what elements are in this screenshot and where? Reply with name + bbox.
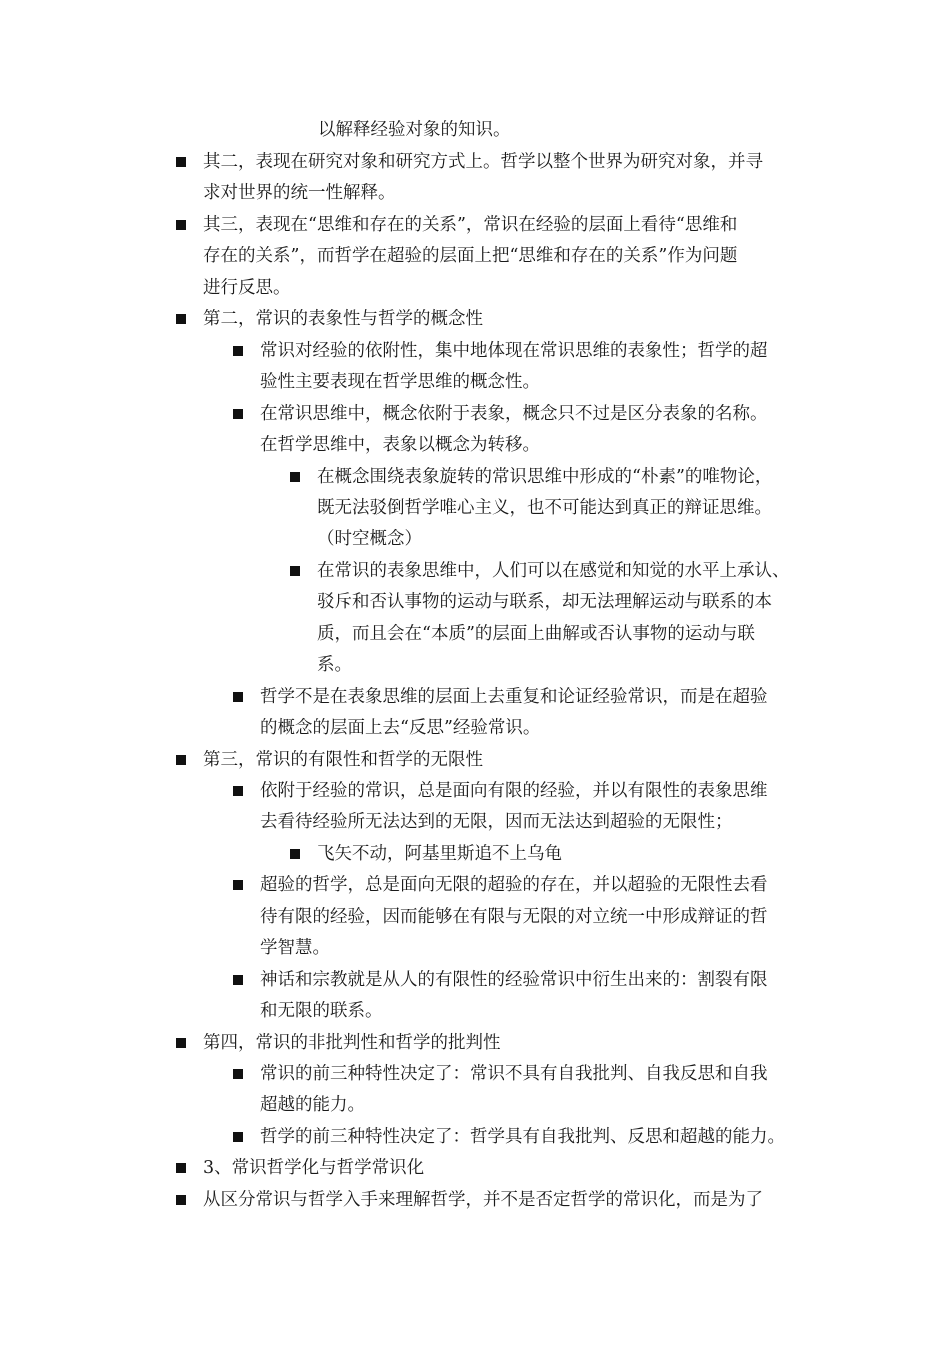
- text-line: 神话和宗教就是从人的有限性的经验常识中衍生出来的：割裂有限: [260, 970, 768, 990]
- text-line: 在常识的表象思维中，人们可以在感觉和知觉的水平上承认、: [317, 561, 790, 581]
- bullet-icon: [176, 755, 186, 765]
- bullet-icon: [176, 1195, 186, 1205]
- text-line: 在概念围绕表象旋转的常识思维中形成的“朴素”的唯物论，: [317, 467, 773, 487]
- text-line: 在常识思维中，概念依附于表象，概念只不过是区分表象的名称。: [260, 404, 768, 424]
- text-line: 其三，表现在“思维和存在的关系”，常识在经验的层面上看待“思维和: [203, 215, 738, 235]
- text-line: 求对世界的统一性解释。: [203, 183, 396, 203]
- text-line: 其二，表现在研究对象和研究方式上。哲学以整个世界为研究对象，并寻: [203, 152, 763, 172]
- text-line: 常识的前三种特性决定了：常识不具有自我批判、自我反思和自我: [260, 1064, 768, 1084]
- bullet-icon: [233, 786, 243, 796]
- text-line: （时空概念）: [317, 529, 422, 549]
- bullet-icon: [233, 1069, 243, 1079]
- text-line: 学智慧。: [260, 938, 330, 958]
- text-line: 3、常识哲学化与哲学常识化: [203, 1158, 425, 1178]
- text-line: 在哲学思维中，表象以概念为转移。: [260, 435, 540, 455]
- text-line: 存在的关系”，而哲学在超验的层面上把“思维和存在的关系”作为问题: [203, 246, 738, 266]
- bullet-icon: [176, 1163, 186, 1173]
- text-line: 和无限的联系。: [260, 1001, 383, 1021]
- text-line: 哲学的前三种特性决定了：哲学具有自我批判、反思和超越的能力。: [260, 1127, 785, 1147]
- bullet-icon: [233, 1132, 243, 1142]
- text-line: 既无法驳倒哲学唯心主义，也不可能达到真正的辩证思维。: [317, 498, 772, 518]
- bullet-icon: [290, 472, 300, 482]
- text-line: 超越的能力。: [260, 1095, 365, 1115]
- bullet-icon: [176, 157, 186, 167]
- bullet-icon: [176, 1038, 186, 1048]
- bullet-icon: [176, 220, 186, 230]
- text-line: 哲学不是在表象思维的层面上去重复和论证经验常识，而是在超验: [260, 687, 768, 707]
- text-line: 飞矢不动，阿基里斯追不上乌龟: [317, 844, 562, 864]
- bullet-icon: [233, 409, 243, 419]
- text-line: 的概念的层面上去“反思”经验常识。: [260, 718, 541, 738]
- text-line: 驳斥和否认事物的运动与联系，却无法理解运动与联系的本: [317, 592, 772, 612]
- text-line: 系。: [317, 655, 352, 675]
- text-line: 从区分常识与哲学入手来理解哲学，并不是否定哲学的常识化，而是为了: [203, 1190, 763, 1210]
- bullet-icon: [233, 975, 243, 985]
- text-line: 去看待经验所无法达到的无限，因而无法达到超验的无限性；: [260, 812, 733, 832]
- text-line: 质，而且会在“本质”的层面上曲解或否认事物的运动与联: [317, 624, 755, 644]
- bullet-icon: [233, 692, 243, 702]
- text-line: 第二，常识的表象性与哲学的概念性: [203, 309, 483, 329]
- text-line: 以解释经验对象的知识。: [318, 120, 511, 140]
- bullet-icon: [290, 566, 300, 576]
- text-line: 依附于经验的常识，总是面向有限的经验，并以有限性的表象思维: [260, 781, 768, 801]
- bullet-icon: [233, 346, 243, 356]
- bullet-icon: [233, 880, 243, 890]
- text-line: 第四，常识的非批判性和哲学的批判性: [203, 1033, 501, 1053]
- text-line: 进行反思。: [203, 278, 291, 298]
- bullet-icon: [176, 314, 186, 324]
- text-line: 常识对经验的依附性，集中地体现在常识思维的表象性；哲学的超: [260, 341, 768, 361]
- bullet-icon: [290, 849, 300, 859]
- text-line: 验性主要表现在哲学思维的概念性。: [260, 372, 540, 392]
- text-line: 第三，常识的有限性和哲学的无限性: [203, 750, 483, 770]
- text-line: 超验的哲学，总是面向无限的超验的存在，并以超验的无限性去看: [260, 875, 768, 895]
- text-line: 待有限的经验，因而能够在有限与无限的对立统一中形成辩证的哲: [260, 907, 768, 927]
